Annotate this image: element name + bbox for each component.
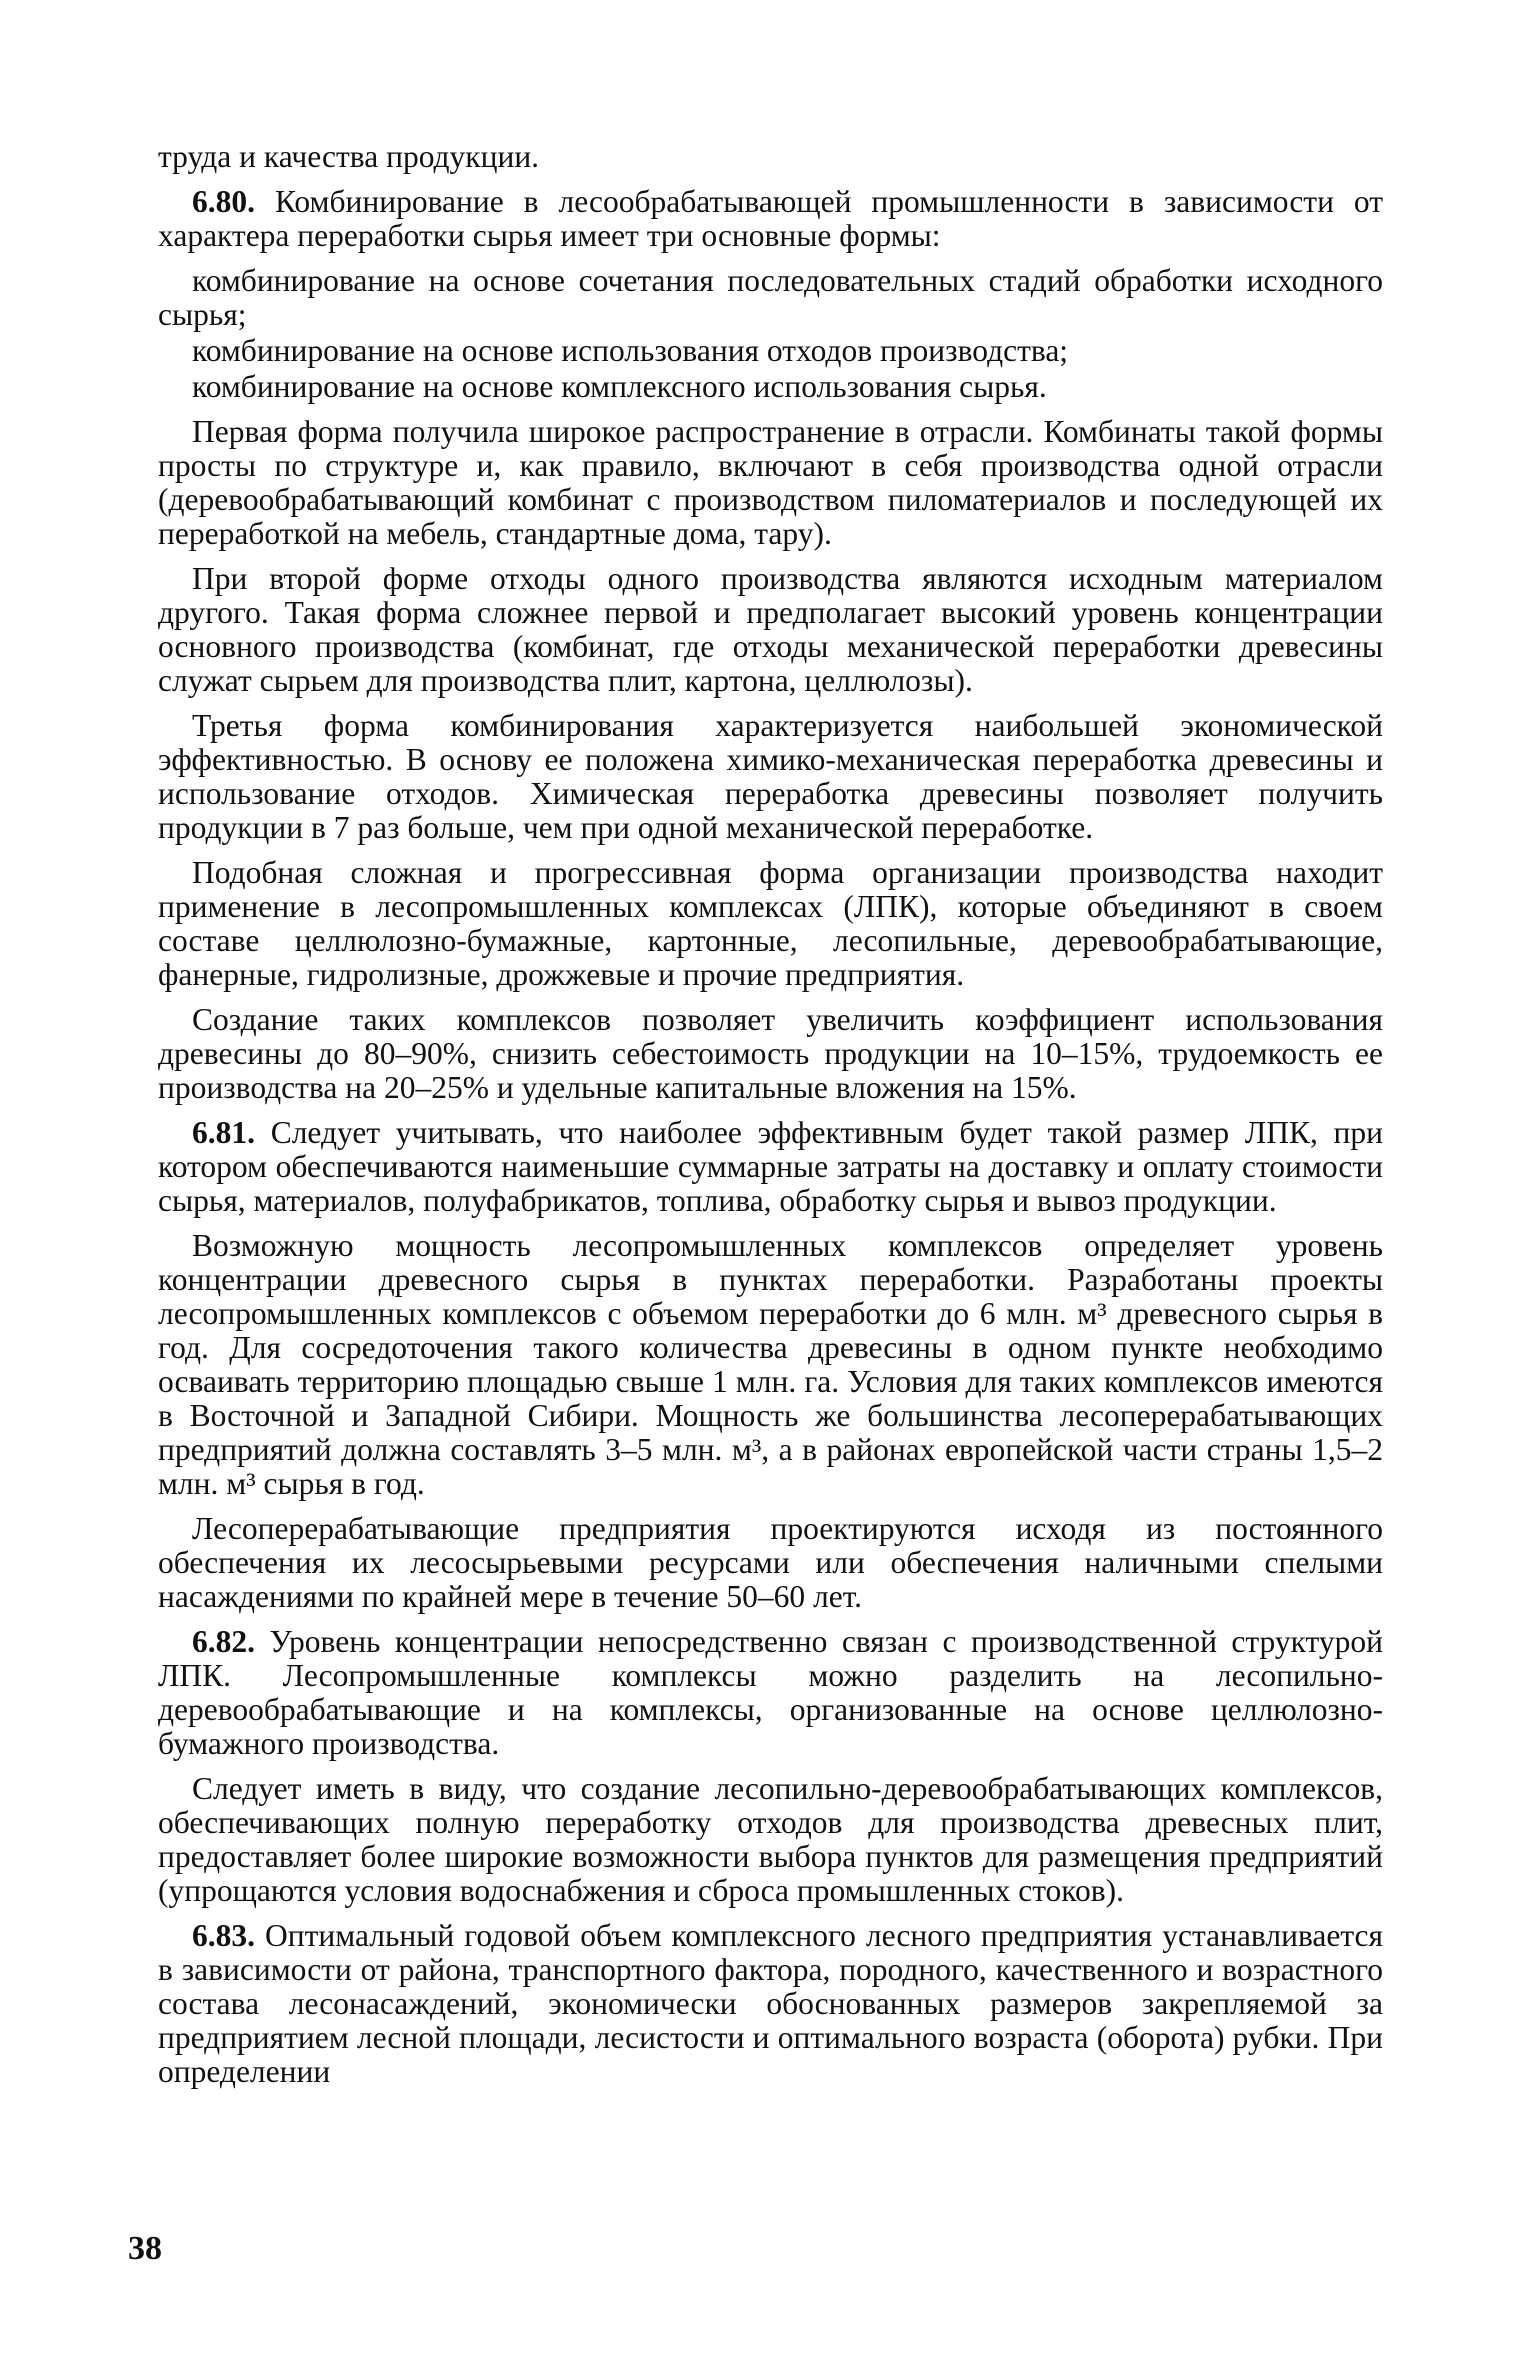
paragraph: Лесоперерабатывающие предприятия проектируются исходя из постоянного обеспечения их лесосырьевыми ресурсами или обеспечения наличными спелыми насаждениями по крайней мере в течение 50–60 лет. xyxy=(158,1511,1383,1614)
section-number: 6.80. xyxy=(192,184,255,219)
paragraph: Подобная сложная и прогрессивная форма организации производства находит применение в лесопромышленных комплексах (ЛПК), которые объединяют в своем составе целлюлозно-бумажные, картонные, лесопильные, деревообрабатывающие, фанерные, гидролизные, дрожжевые и прочие предприятия. xyxy=(158,855,1383,992)
paragraph: Возможную мощность лесопромышленных комплексов определяет уровень концентрации древесного сырья в пунктах переработки. Разработаны проекты лесопромышленных комплексов с объемом переработки до 6 млн. м³ древесного сырья в год. Для сосредоточения такого количества древесины в одном пункте необходимо осваивать территорию площадью свыше 1 млн. га. Условия для таких комплексов имеются в Восточной и Западной Сибири. Мощность же большинства лесоперерабатывающих предприятий должна составлять 3–5 млн. м³, а в районах европейской части страны 1,5–2 млн. м³ сырья в год. xyxy=(158,1228,1383,1501)
paragraph-continuation: труда и качества продукции. xyxy=(158,139,540,174)
section-number: 6.81. xyxy=(192,1115,255,1150)
paragraph: Первая форма получила широкое распространение в отрасли. Комбинаты такой формы просты по структуре и, как правило, включают в себя производства одной отрасли (деревообрабатывающий комбинат с производством пиломатериалов и последующей их переработкой на мебель, стандартные дома, тару). xyxy=(158,414,1383,551)
paragraph: При второй форме отходы одного производства являются исходным материалом другого. Такая форма сложнее первой и предполагает высокий уровень концентрации основного производства (комбинат, где отходы механической переработки древесины служат сырьем для производства плит, картона, целлюлозы). xyxy=(158,561,1383,698)
paragraph: Третья форма комбинирования характеризуется наибольшей экономической эффективностью. В основу ее положена химико-механическая переработка древесины и использование отходов. Химическая переработка древесины позволяет получить продукции в 7 раз больше, чем при одной механической переработке. xyxy=(158,708,1383,845)
section-number: 6.83. xyxy=(192,1918,255,1953)
section-6-83: 6.83. Оптимальный годовой объем комплексного лесного предприятия устанавливается в зависимости от района, транспортного фактора, породного, качественного и возрастного состава лесонасаждений, экономически обоснованных размеров закрепляемой за предприятием лесной площади, лесистости и оптимального возраста (оборота) рубки. При определении xyxy=(158,1918,1383,2089)
paragraph: Следует иметь в виду, что создание лесопильно-деревообрабатывающих комплексов, обеспечивающих полную переработку отходов для производства древесных плит, предоставляет более широкие возможности выбора пунктов для размещения предприятий (упрощаются условия водоснабжения и сброса промышленных стоков). xyxy=(158,1771,1383,1908)
paragraph: Создание таких комплексов позволяет увеличить коэффициент использования древесины до 80–90%, снизить себестоимость продукции на 10–15%, трудоемкость ее производства на 20–25% и удельные капитальные вложения на 15%. xyxy=(158,1002,1383,1105)
list-item: комбинирование на основе комплексного использования сырья. xyxy=(192,369,1047,404)
page-body xyxy=(158,140,1383,2100)
list-item: комбинирование на основе сочетания последовательных стадий обработки исходного сырья; xyxy=(158,263,1383,332)
section-6-80: 6.80. Комбинирование в лесообрабатывающей промышленности в зависимости от характера переработки сырья имеет три основные формы: xyxy=(158,184,1383,253)
list-item: комбинирование на основе использования отходов производства; xyxy=(192,333,1069,368)
section-6-82: 6.82. Уровень концентрации непосредственно связан с производственной структурой ЛПК. Лесопромышленные комплексы можно разделить на лесопильно-деревообрабатывающие и на комплексы, организованные на основе целлюлозно-бумажного производства. xyxy=(158,1624,1383,1761)
section-6-81: 6.81. Следует учитывать, что наиболее эффективным будет такой размер ЛПК, при котором обеспечиваются наименьшие суммарные затраты на доставку и оплату стоимости сырья, материалов, полуфабрикатов, топлива, обработку сырья и вывоз продукции. xyxy=(158,1115,1383,1218)
section-number: 6.82. xyxy=(192,1624,255,1659)
page-number: 38 xyxy=(128,2230,162,2267)
